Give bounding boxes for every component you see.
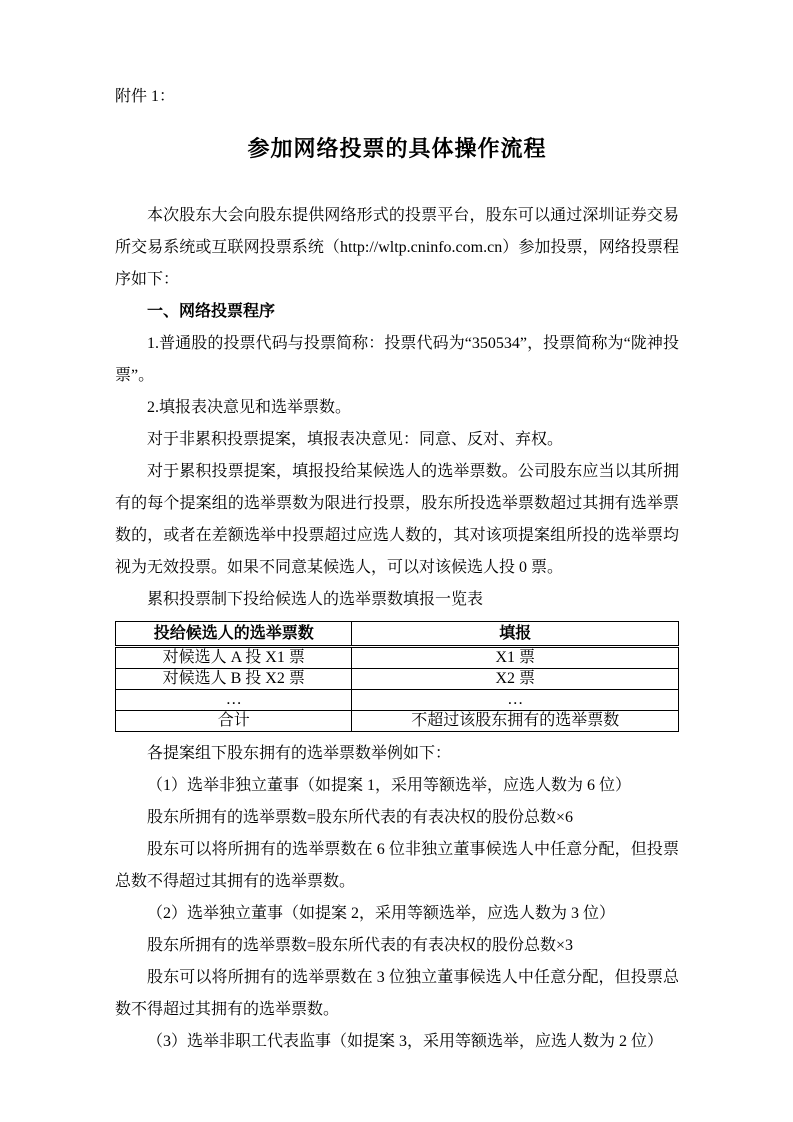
paragraph-example2-formula: 股东所拥有的选举票数=股东所代表的有表决权的股份总数×3 (147, 937, 574, 954)
section-heading-1: 一、网络投票程序 (147, 303, 276, 320)
paragraph-non-cumulative: 对于非累积投票提案，填报表决意见：同意、反对、弃权。 (147, 431, 564, 448)
paragraph-example1-formula: 股东所拥有的选举票数=股东所代表的有表决权的股份总数×6 (147, 809, 574, 826)
table-caption: 累积投票制下投给候选人的选举票数填报一览表 (147, 591, 484, 608)
paragraph-example3-title: （3）选举非职工代表监事（如提案 3，采用等额选举，应选人数为 2 位） (147, 1033, 664, 1050)
paragraph-example2-title: （2）选举独立董事（如提案 2，采用等额选举，应选人数为 3 位） (147, 905, 616, 922)
table-row (116, 690, 679, 711)
table-cell: X2 票 (352, 669, 679, 690)
vote-filling-table (115, 621, 679, 732)
document-content (115, 84, 679, 1058)
table-cell: 对候选人 B 投 X2 票 (116, 669, 352, 690)
table-cell: … (116, 690, 352, 711)
table-row (116, 669, 679, 690)
page-title: 参加网络投票的具体操作流程 (247, 136, 547, 161)
table-cell: X1 票 (352, 647, 679, 669)
paragraph-example1-note: 股东可以将所拥有的选举票数在 6 位非独立董事候选人中任意分配，但投票总数不得超过其拥有的选举票数。 (115, 841, 679, 890)
intro-paragraph: 本次股东大会向股东提供网络形式的投票平台，股东可以通过深圳证券交易所交易系统或互联网投票系统（http://wltp.cninfo.com.cn）参加投票，网络投票程序如下： (115, 207, 679, 288)
table-header-row (116, 622, 679, 647)
table-cell: 不超过该股东拥有的选举票数 (352, 711, 679, 732)
table-cell: … (352, 690, 679, 711)
table-row (116, 711, 679, 732)
table-cell: 合计 (116, 711, 352, 732)
paragraph-example2-note: 股东可以将所拥有的选举票数在 3 位独立董事候选人中任意分配，但投票总数不得超过其拥有的选举票数。 (115, 969, 679, 1018)
paragraph-item2: 2.填报表决意见和选举票数。 (147, 399, 352, 416)
table-header-cell-fill: 填报 (352, 622, 679, 647)
table-cell: 对候选人 A 投 X1 票 (116, 647, 352, 669)
paragraph-example1-title: （1）选举非独立董事（如提案 1，采用等额选举，应选人数为 6 位） (147, 777, 632, 794)
table-header-cell-votes: 投给候选人的选举票数 (116, 622, 352, 647)
table-row (116, 647, 679, 669)
paragraph-examples-intro: 各提案组下股东拥有的选举票数举例如下： (147, 745, 452, 762)
attachment-label: 附件 1： (115, 88, 176, 105)
paragraph-item1: 1.普通股的投票代码与投票简称：投票代码为“350534”，投票简称为“陇神投票”。 (115, 335, 679, 384)
paragraph-cumulative: 对于累积投票提案，填报投给某候选人的选举票数。公司股东应当以其所拥有的每个提案组的选举票数为限进行投票，股东所投选举票数超过其拥有选举票数的，或者在差额选举中投票超过应选人数的，其对该项提案组所投的选举票均视为无效投票。如果不同意某候选人，可以对该候选人投 0 票。 (115, 463, 679, 576)
